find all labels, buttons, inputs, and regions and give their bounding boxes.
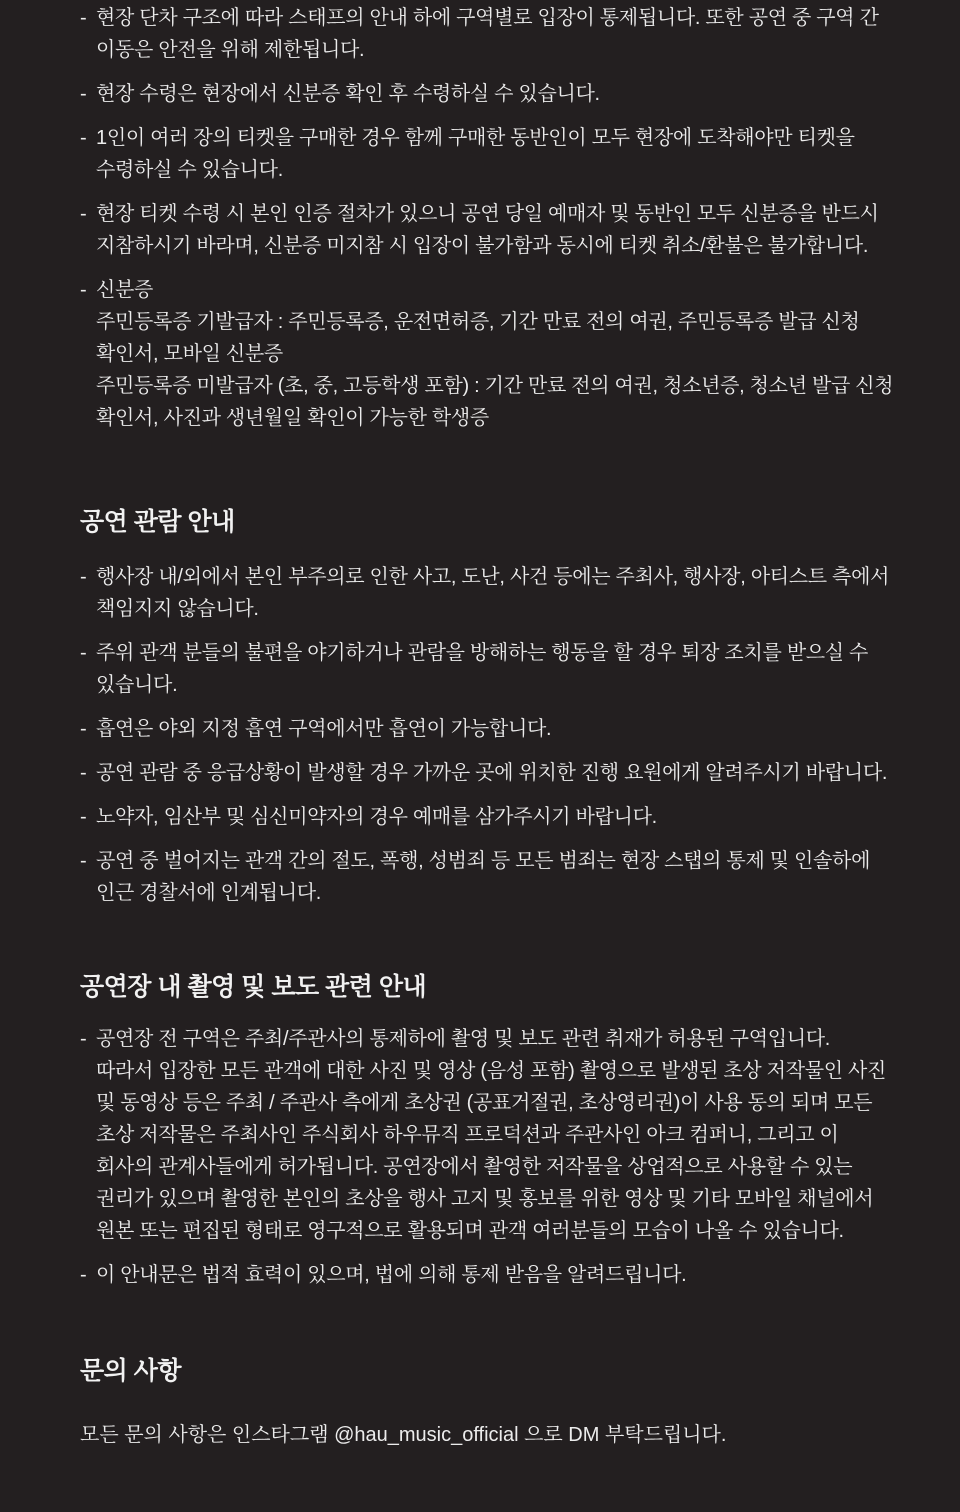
list-item-line: 인근 경찰서에 인계됩니다. (96, 882, 321, 904)
bullet-dash: - (80, 203, 87, 225)
list-item-line: 확인서, 모바일 신분증 (96, 343, 283, 365)
list-item (80, 2, 900, 66)
list-item-line: 및 동영상 등은 주최 / 주관사 측에게 초상권 (공표거절권, 초상영리권)이 사용 동의 되며 모든 (96, 1092, 873, 1114)
list-item-line: 권리가 있으며 촬영한 본인의 초상을 행사 고지 및 홍보를 위한 영상 및 기타 모바일 채널에서 (96, 1188, 874, 1210)
list-item-line: 원본 또는 편집된 형태로 영구적으로 활용되며 관객 여러분들의 모습이 나올 수 있습니다. (96, 1220, 844, 1242)
bullet-dash: - (80, 127, 87, 149)
section-title: 공연장 내 촬영 및 보도 관련 안내 (80, 973, 427, 1001)
list-item-line: 주위 관객 분들의 불편을 야기하거나 관람을 방해하는 행동을 할 경우 퇴장 조치를 받으실 수 (96, 642, 869, 664)
section-viewing-guide (80, 505, 900, 921)
list-item-line: 흡연은 야외 지정 흡연 구역에서만 흡연이 가능합니다. (96, 718, 552, 740)
list-item (80, 122, 900, 186)
section-title: 문의 사항 (80, 1357, 182, 1385)
list-item (80, 801, 900, 833)
list-item-line: 현장 단차 구조에 따라 스태프의 안내 하에 구역별로 입장이 통제됩니다. 또한 공연 중 구역 간 (96, 7, 879, 29)
list-item (80, 78, 900, 110)
list-item-line: 따라서 입장한 모든 관객에 대한 사진 및 영상 (음성 포함) 촬영으로 발생된 초상 저작물인 사진 (96, 1060, 887, 1082)
section-filming-guide (80, 970, 900, 1303)
list-item (80, 845, 900, 909)
bullet-dash: - (80, 806, 87, 828)
bullet-dash: - (80, 1264, 87, 1286)
bullet-dash: - (80, 279, 87, 301)
list-item-line: 지참하시기 바라며, 신분증 미지참 시 입장이 불가함과 동시에 티켓 취소/환불은 불가합니다. (96, 235, 869, 257)
list-item (80, 1023, 900, 1247)
list-item-line: 1인이 여러 장의 티켓을 구매한 경우 함께 구매한 동반인이 모두 현장에 도착해야만 티켓을 (96, 127, 855, 149)
bullet-dash: - (80, 850, 87, 872)
list-item-line: 초상 저작물은 주최사인 주식회사 하우뮤직 프로덕션과 주관사인 아크 컴퍼니, 그리고 이 (96, 1124, 839, 1146)
list-item-line: 현장 수령은 현장에서 신분증 확인 후 수령하실 수 있습니다. (96, 83, 600, 105)
list-item (80, 757, 900, 789)
list-item-line: 확인서, 사진과 생년월일 확인이 가능한 학생증 (96, 407, 489, 429)
list-item (80, 1259, 900, 1291)
list-item-line: 공연 관람 중 응급상황이 발생할 경우 가까운 곳에 위치한 진행 요원에게 알려주시기 바랍니다. (96, 762, 888, 784)
viewing-notes-list (80, 561, 900, 909)
list-item-line: 노약자, 임산부 및 심신미약자의 경우 예매를 삼가주시기 바랍니다. (96, 806, 657, 828)
list-item (80, 713, 900, 745)
list-item-line: 이 안내문은 법적 효력이 있으며, 법에 의해 통제 받음을 알려드립니다. (96, 1264, 687, 1286)
list-item-line: 공연 중 벌어지는 관객 간의 절도, 폭행, 성범죄 등 모든 범죄는 현장 스탭의 통제 및 인솔하에 (96, 850, 871, 872)
list-item-line: 주민등록증 미발급자 (초, 중, 고등학생 포함) : 기간 만료 전의 여권, 청소년증, 청소년 발급 신청 (96, 375, 894, 397)
list-item-line: 현장 티켓 수령 시 본인 인증 절차가 있으니 공연 당일 예매자 및 동반인 모두 신분증을 반드시 (96, 203, 879, 225)
bullet-dash: - (80, 762, 87, 784)
bullet-dash: - (80, 718, 87, 740)
list-item-line: 있습니다. (96, 674, 178, 696)
list-item-line: 주민등록증 기발급자 : 주민등록증, 운전면허증, 기간 만료 전의 여권, 주민등록증 발급 신청 (96, 311, 860, 333)
bullet-dash: - (80, 7, 87, 29)
list-item (80, 561, 900, 625)
bullet-dash: - (80, 642, 87, 664)
filming-notes-list (80, 1023, 900, 1291)
list-item-line: 책임지지 않습니다. (96, 598, 259, 620)
list-item-line: 이동은 안전을 위해 제한됩니다. (96, 39, 365, 61)
inquiry-text: 모든 문의 사항은 인스타그램 @hau_music_official 으로 DM 부탁드립니다. (80, 1424, 727, 1446)
bullet-dash: - (80, 566, 87, 588)
list-item-line: 회사의 관계사들에게 허가됩니다. 공연장에서 촬영한 저작물을 상업적으로 사용할 수 있는 (96, 1156, 853, 1178)
entry-notes-list (80, 2, 900, 446)
list-item-line: 신분증 (96, 279, 154, 301)
section-title: 공연 관람 안내 (80, 508, 235, 536)
bullet-dash: - (80, 1028, 87, 1050)
list-item (80, 198, 900, 262)
list-item-line: 행사장 내/외에서 본인 부주의로 인한 사고, 도난, 사건 등에는 주최사, 행사장, 아티스트 측에서 (96, 566, 890, 588)
list-item-line: 수령하실 수 있습니다. (96, 159, 283, 181)
list-item (80, 274, 900, 434)
section-inquiry (80, 1354, 900, 1451)
bullet-dash: - (80, 83, 87, 105)
list-item (80, 637, 900, 701)
list-item-line: 공연장 전 구역은 주최/주관사의 통제하에 촬영 및 보도 관련 취재가 허용된 구역입니다. (96, 1028, 831, 1050)
